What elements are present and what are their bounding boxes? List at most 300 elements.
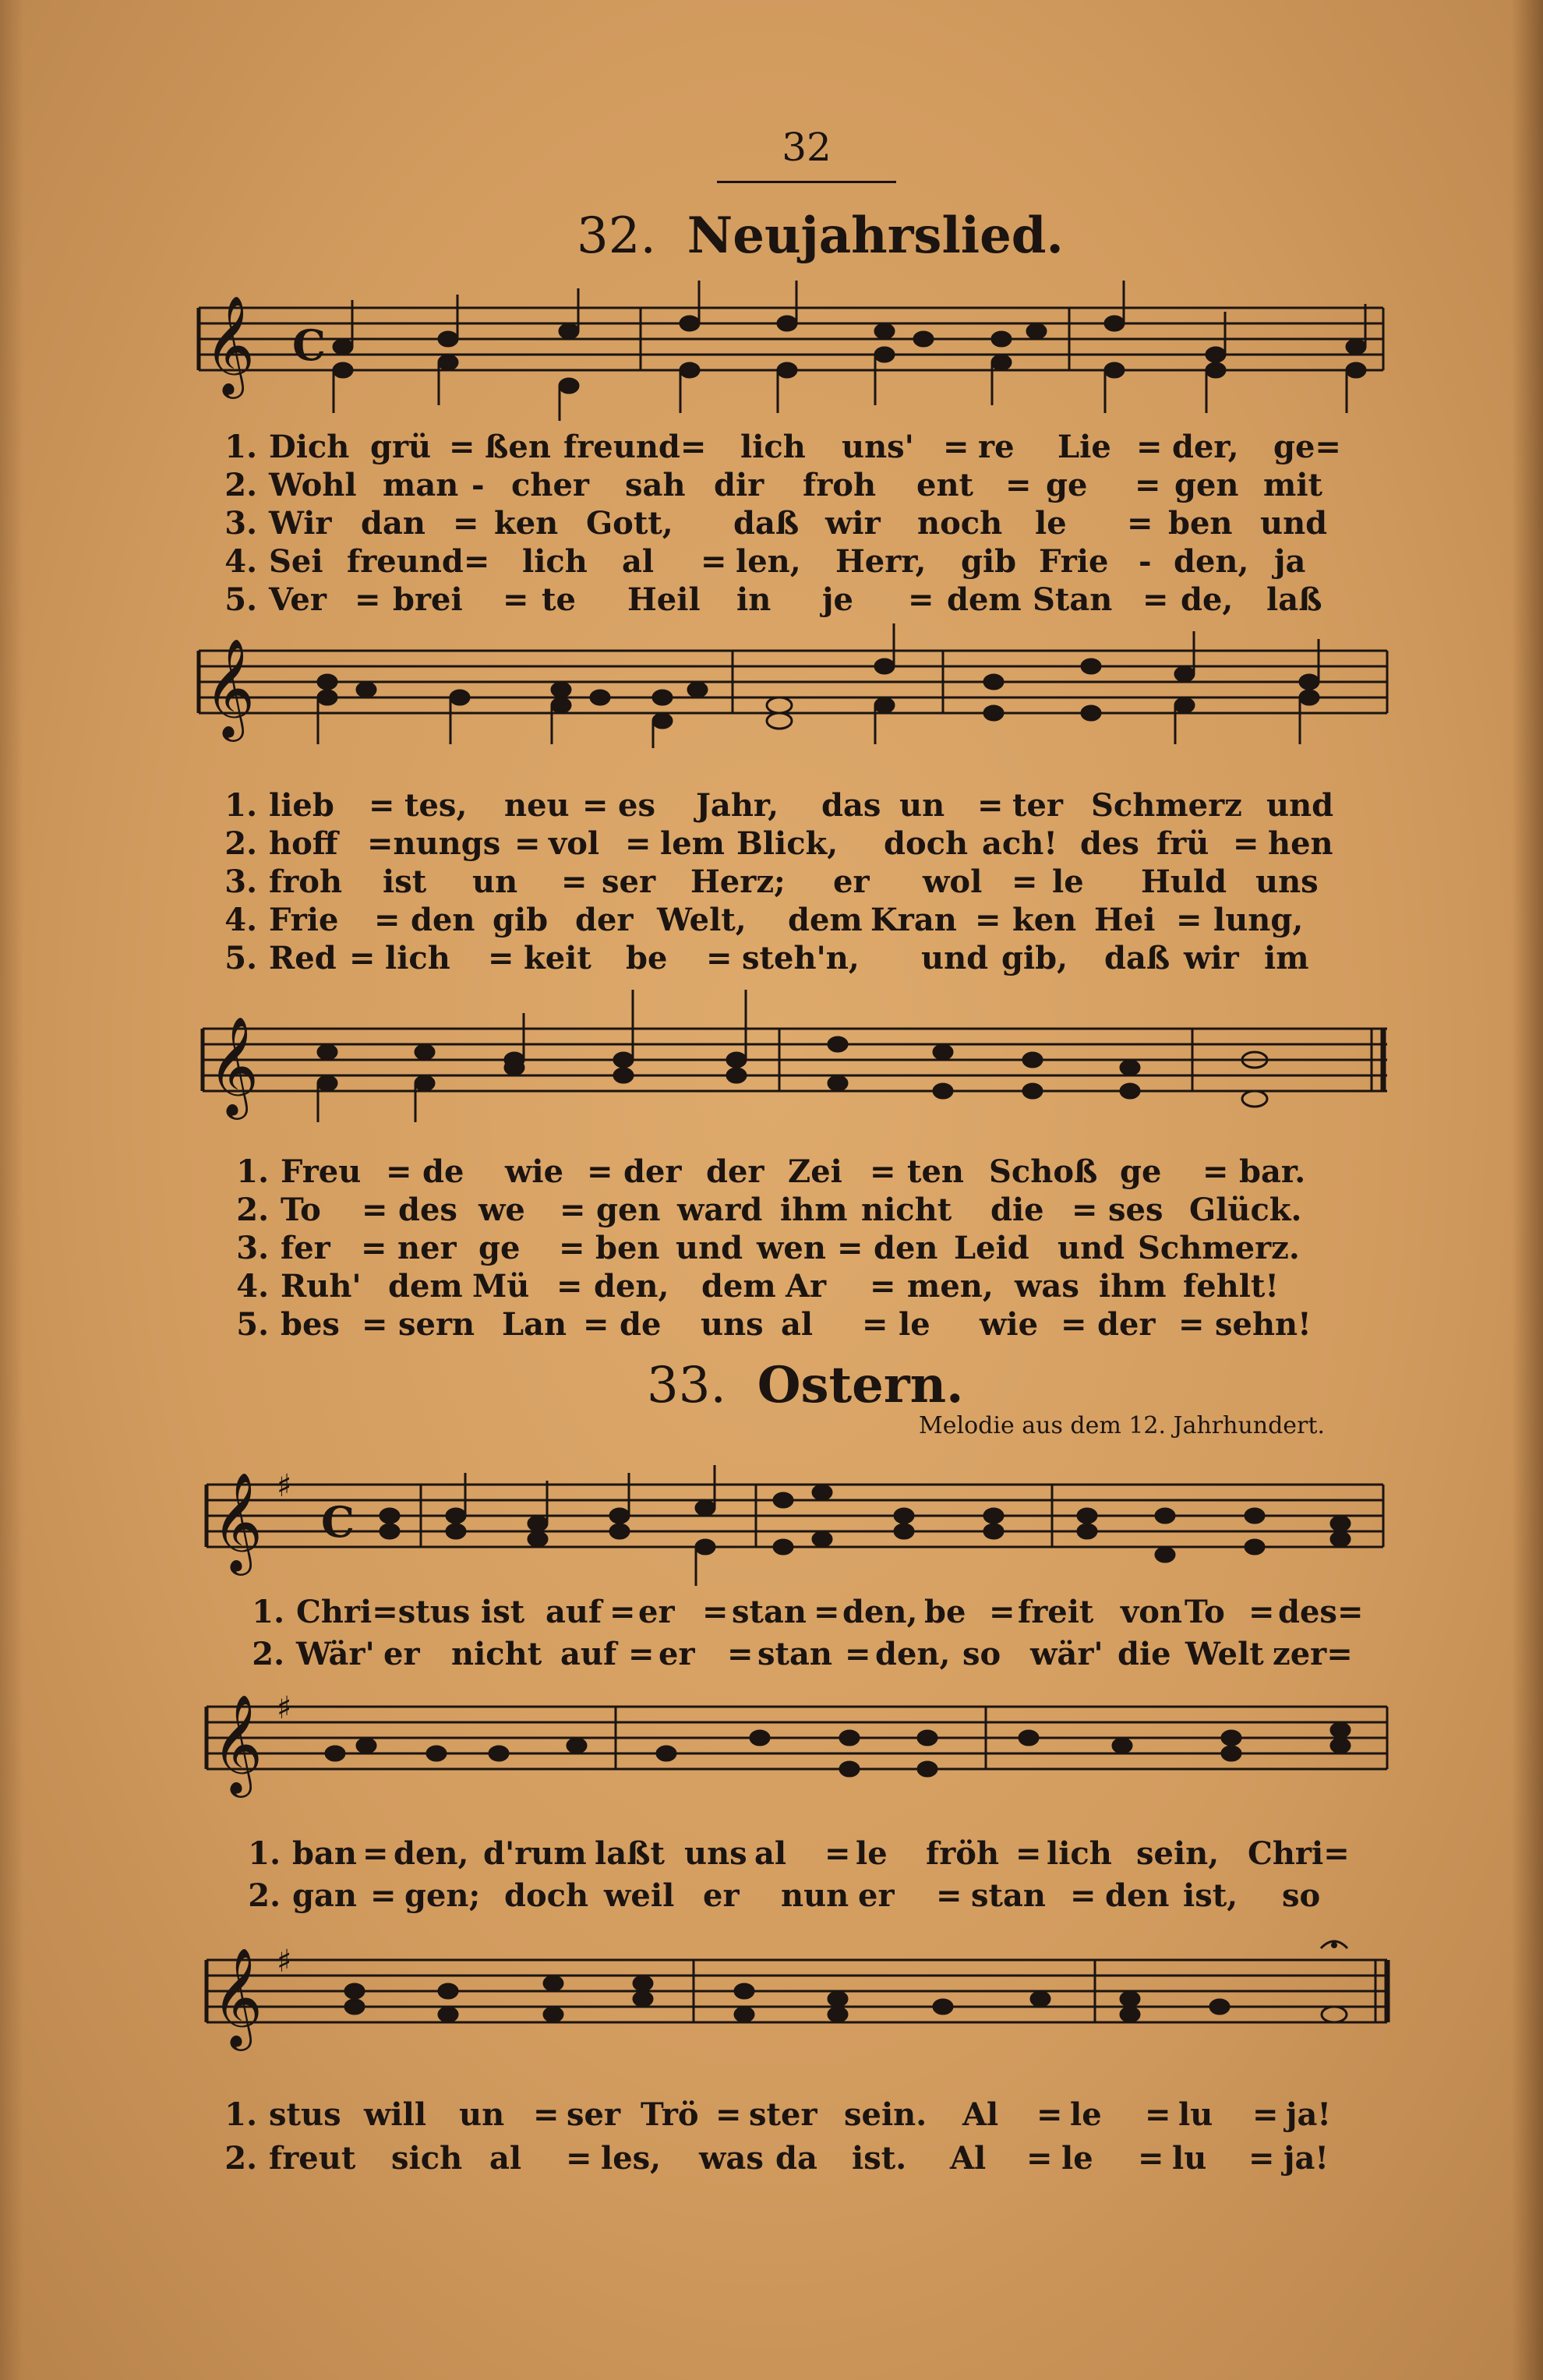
lyric-syllable: man: [383, 467, 459, 503]
verse-number: 3.: [236, 1230, 269, 1266]
verse-number: 5.: [224, 581, 257, 618]
lyric-syllable: le: [856, 1835, 888, 1872]
lyric-syllable: len,: [736, 543, 801, 580]
lyric-syllable: dem: [388, 1268, 463, 1305]
lyric-syllable: der,: [1172, 429, 1239, 465]
svg-text:𝄞: 𝄞: [212, 1693, 263, 1793]
lyric-syllable: cher: [511, 467, 589, 503]
lyric-syllable: be: [924, 1594, 966, 1630]
lyric-syllable: uns': [842, 429, 914, 465]
lyric-syllable: Chri=stus: [296, 1594, 471, 1630]
song-32-staff-1: [0, 284, 1543, 425]
lyric-line: [0, 429, 1543, 466]
song-33-staff-2: [0, 1687, 1543, 1827]
lyric-syllable: Al: [950, 2140, 987, 2177]
lyric-syllable: Blick,: [736, 825, 839, 862]
lyric-syllable: Leid: [954, 1230, 1029, 1266]
lyric-syllable: =: [374, 902, 401, 938]
svg-text:𝄞: 𝄞: [204, 637, 256, 737]
lyric-syllable: ge: [1046, 467, 1088, 503]
lyric-syllable: ser: [567, 2096, 621, 2133]
lyric-syllable: doch: [884, 825, 969, 862]
lyric-syllable: wie: [505, 1153, 564, 1190]
verse-number: 4.: [224, 543, 257, 580]
lyric-syllable: der: [706, 1153, 764, 1190]
lyric-syllable: fröh: [926, 1835, 1000, 1872]
song-33-staff-3: [0, 1933, 1543, 2089]
lyric-syllable: nun: [781, 1877, 849, 1914]
lyric-syllable: ter: [1012, 787, 1063, 824]
lyric-syllable: froh: [803, 467, 877, 503]
lyric-syllable: lieb: [269, 787, 334, 824]
lyric-syllable: Welt: [1185, 1636, 1264, 1672]
lyric-syllable: daß: [733, 505, 800, 542]
lyric-syllable: ge: [478, 1230, 521, 1266]
lyric-syllable: Sei: [269, 543, 323, 580]
lyric-syllable: =: [702, 1594, 729, 1630]
lyric-syllable: Hei: [1094, 902, 1156, 938]
lyric-syllable: der: [623, 1153, 682, 1190]
lyric-syllable: sern: [398, 1306, 475, 1343]
lyric-syllable: =: [1015, 1835, 1042, 1872]
lyric-syllable: Frie: [1039, 543, 1109, 580]
lyric-syllable: er: [638, 1594, 675, 1630]
lyric-syllable: auf: [560, 1636, 617, 1672]
lyric-syllable: fehlt!: [1183, 1268, 1279, 1305]
lyric-syllable: dir: [714, 467, 764, 503]
lyric-line: [0, 1268, 1543, 1305]
lyric-line: [0, 1153, 1543, 1191]
lyric-syllable: gib: [493, 902, 549, 938]
lyric-syllable: weil: [604, 1877, 675, 1914]
verse-number: 2.: [248, 1877, 281, 1914]
page-number-rule: [717, 181, 896, 183]
lyric-syllable: ja!: [1283, 2140, 1329, 2177]
lyric-syllable: Huld: [1141, 863, 1227, 900]
lyric-syllable: ihm: [780, 1192, 848, 1228]
lyric-syllable: stus: [269, 2096, 341, 2133]
lyric-syllable: Wär': [296, 1636, 375, 1672]
lyric-syllable: un: [459, 2096, 505, 2133]
lyric-syllable: Dich: [269, 429, 350, 465]
svg-text:𝄞: 𝄞: [212, 1471, 263, 1571]
lyric-syllable: Trö: [641, 2096, 699, 2133]
lyric-syllable: ihm: [1099, 1268, 1167, 1305]
lyric-syllable: =: [1135, 467, 1161, 503]
lyric-syllable: le: [1052, 863, 1084, 900]
lyric-syllable: was: [699, 2140, 764, 2177]
lyric-syllable: To: [281, 1192, 321, 1228]
lyric-syllable: Al: [962, 2096, 999, 2133]
lyric-syllable: neu: [504, 787, 570, 824]
lyric-syllable: den: [1105, 1877, 1170, 1914]
lyric-syllable: =: [362, 1835, 389, 1872]
lyric-syllable: Ar: [786, 1268, 827, 1305]
lyric-syllable: =: [355, 581, 381, 618]
lyric-syllable: und: [921, 940, 989, 976]
lyric-syllable: nicht: [861, 1192, 952, 1228]
lyric-syllable: we: [478, 1192, 525, 1228]
lyric-syllable: Stan: [1033, 581, 1113, 618]
lyric-syllable: Ruh': [281, 1268, 362, 1305]
lyric-syllable: grü: [370, 429, 432, 465]
lyric-syllable: =: [349, 940, 376, 976]
lyric-syllable: und: [1260, 505, 1328, 542]
lyric-syllable: =: [870, 1268, 896, 1305]
lyric-line: [0, 1192, 1543, 1229]
lyric-syllable: =: [1061, 1306, 1087, 1343]
lyric-syllable: Red: [269, 940, 337, 976]
lyric-syllable: =: [977, 787, 1004, 824]
lyric-syllable: er: [833, 863, 870, 900]
lyric-syllable: =: [369, 787, 395, 824]
lyric-syllable: ist,: [1183, 1877, 1238, 1914]
verse-number: 5.: [236, 1306, 269, 1343]
lyric-syllable: =: [566, 2140, 592, 2177]
lyric-syllable: dem: [701, 1268, 776, 1305]
lyric-syllable: tes,: [404, 787, 468, 824]
lyric-syllable: noch: [917, 505, 1003, 542]
lyric-syllable: =: [583, 1306, 609, 1343]
lyric-syllable: To: [1185, 1594, 1225, 1630]
lyric-line: [0, 543, 1543, 581]
lyric-syllable: gen: [596, 1192, 661, 1228]
lyric-syllable: hen: [1268, 825, 1333, 862]
song-33-number: 33.: [647, 1357, 726, 1414]
lyric-syllable: doch: [504, 1877, 589, 1914]
lyric-syllable: er: [659, 1636, 695, 1672]
lyric-syllable: les,: [601, 2140, 662, 2177]
lyric-syllable: sein,: [1136, 1835, 1220, 1872]
lyric-syllable: =: [1072, 1192, 1098, 1228]
lyric-syllable: den,: [394, 1835, 469, 1872]
lyric-syllable: lich: [740, 429, 806, 465]
lyric-syllable: wie: [980, 1306, 1039, 1343]
lyric-syllable: =: [1026, 2140, 1053, 2177]
lyric-syllable: und: [1266, 787, 1334, 824]
lyric-syllable: =: [1070, 1877, 1096, 1914]
svg-text:𝄞: 𝄞: [208, 1015, 260, 1115]
verse-number: 2.: [224, 825, 257, 862]
lyric-line: [0, 505, 1543, 542]
verse-number: 5.: [224, 940, 257, 976]
lyric-syllable: re: [978, 429, 1015, 465]
lyric-syllable: froh: [269, 863, 343, 900]
lyric-syllable: den,: [1174, 543, 1249, 580]
verse-number: 3.: [224, 863, 257, 900]
lyric-syllable: =: [824, 1835, 851, 1872]
lyric-syllable: steh'n,: [742, 940, 860, 976]
lyric-syllable: =: [936, 1877, 962, 1914]
svg-text:C: C: [321, 1497, 355, 1547]
lyric-syllable: =: [1145, 2096, 1171, 2133]
lyric-syllable: ent: [916, 467, 974, 503]
lyric-syllable: ge=: [1273, 429, 1341, 465]
lyric-syllable: ken: [494, 505, 559, 542]
lyric-syllable: al: [781, 1306, 814, 1343]
lyric-syllable: stan: [732, 1594, 807, 1630]
lyric-syllable: des: [1080, 825, 1139, 862]
lyric-syllable: ben: [595, 1230, 660, 1266]
lyric-syllable: =: [609, 1594, 636, 1630]
lyric-line: [0, 902, 1543, 939]
lyric-syllable: vol: [549, 825, 600, 862]
lyric-syllable: ner: [397, 1230, 457, 1266]
lyric-syllable: =: [560, 1192, 586, 1228]
lyric-syllable: bar.: [1239, 1153, 1306, 1190]
lyric-syllable: Mü: [472, 1268, 530, 1305]
lyric-syllable: so: [962, 1636, 1001, 1672]
lyric-line: [0, 1230, 1543, 1267]
verse-number: 4.: [224, 902, 257, 938]
lyric-syllable: im: [1264, 940, 1309, 976]
lyric-syllable: =: [943, 429, 969, 465]
lyric-syllable: gen;: [404, 1877, 481, 1914]
lyric-syllable: le: [1061, 2140, 1093, 2177]
verse-number: 2.: [224, 467, 257, 503]
lyric-syllable: le: [899, 1306, 930, 1343]
lyric-syllable: die: [1118, 1636, 1171, 1672]
lyric-syllable: sehn!: [1215, 1306, 1312, 1343]
lyric-syllable: laß: [1266, 581, 1322, 618]
lyric-syllable: =: [715, 2096, 742, 2133]
lyric-syllable: =: [870, 1153, 896, 1190]
svg-text:𝄞: 𝄞: [204, 295, 256, 394]
lyric-syllable: =: [1178, 1306, 1205, 1343]
lyric-syllable: Zei: [788, 1153, 842, 1190]
lyric-syllable: ist: [383, 863, 427, 900]
lyric-syllable: Freu: [281, 1153, 362, 1190]
lyric-syllable: lich: [385, 940, 450, 976]
lyric-syllable: -: [471, 467, 485, 503]
lyric-syllable: uns: [1255, 863, 1319, 900]
svg-text:C: C: [292, 320, 326, 370]
lyric-syllable: dan: [361, 505, 425, 542]
song-32-staff-2: [0, 635, 1543, 775]
verse-number: 4.: [236, 1268, 269, 1305]
verse-number: 3.: [224, 505, 257, 542]
lyric-line: [0, 825, 1543, 863]
lyric-line: [0, 2096, 1543, 2134]
lyric-syllable: gen: [1174, 467, 1239, 503]
svg-text:𝄞: 𝄞: [212, 1947, 263, 2046]
lyric-syllable: de: [422, 1153, 464, 1190]
lyric-syllable: freut: [269, 2140, 356, 2177]
verse-number: 1.: [224, 787, 257, 824]
lyric-syllable: =: [582, 787, 609, 824]
lyric-syllable: will: [364, 2096, 427, 2133]
lyric-syllable: wol: [923, 863, 983, 900]
lyric-syllable: sich: [391, 2140, 463, 2177]
lyric-syllable: =: [488, 940, 514, 976]
lyric-syllable: die: [990, 1192, 1044, 1228]
lyric-syllable: =: [362, 1192, 388, 1228]
melody-attribution: Melodie aus dem 12. Jahrhundert.: [919, 1412, 1325, 1439]
lyric-syllable: fer: [281, 1230, 330, 1266]
lyric-syllable: laßt: [595, 1835, 665, 1872]
lyric-syllable: un: [899, 787, 945, 824]
lyric-syllable: gib,: [1001, 940, 1068, 976]
lyric-syllable: le: [1070, 2096, 1102, 2133]
lyric-syllable: =: [370, 1877, 397, 1914]
lyric-syllable: =: [1138, 2140, 1164, 2177]
lyric-line: [0, 787, 1543, 825]
lyric-syllable: de,: [1181, 581, 1234, 618]
lyric-syllable: lu: [1172, 2140, 1207, 2177]
lyric-syllable: de: [620, 1306, 662, 1343]
lyric-syllable: je: [822, 581, 853, 618]
lyric-syllable: frü: [1156, 825, 1209, 862]
lyric-line: [0, 1594, 1543, 1631]
lyric-syllable: ward: [677, 1192, 763, 1228]
lyric-syllable: ach!: [982, 825, 1058, 862]
lyric-syllable: =: [1176, 902, 1202, 938]
lyric-syllable: ßen: [485, 429, 551, 465]
lyric-syllable: Schmerz.: [1138, 1230, 1300, 1266]
lyric-syllable: ist.: [852, 2140, 907, 2177]
lyric-syllable: der: [1097, 1306, 1156, 1343]
lyric-syllable: er: [858, 1877, 895, 1914]
lyric-syllable: be: [626, 940, 668, 976]
lyric-syllable: =: [533, 2096, 560, 2133]
lyric-syllable: ben: [1168, 505, 1233, 542]
lyric-line: [0, 1636, 1543, 1673]
lyric-syllable: der: [575, 902, 634, 938]
lyric-syllable: =: [514, 825, 541, 862]
lyric-syllable: =: [561, 863, 588, 900]
lyric-syllable: ja!: [1286, 2096, 1331, 2133]
lyric-line: [0, 467, 1543, 504]
lyric-syllable: ser: [602, 863, 656, 900]
lyric-syllable: dem: [947, 581, 1022, 618]
lyric-syllable: =: [362, 1306, 388, 1343]
lyric-syllable: al: [489, 2140, 522, 2177]
lyric-syllable: Heil: [627, 581, 701, 618]
lyric-syllable: =: [587, 1153, 613, 1190]
lyric-line: [0, 863, 1543, 901]
lyric-syllable: den,: [875, 1636, 951, 1672]
lyric-syllable: er: [383, 1636, 420, 1672]
lyric-syllable: Welt,: [657, 902, 747, 938]
verse-number: 1.: [236, 1153, 269, 1190]
lyric-syllable: wär': [1030, 1636, 1103, 1672]
lyric-syllable: so: [1282, 1877, 1321, 1914]
lyric-syllable: sah: [625, 467, 686, 503]
lyric-syllable: Schmerz: [1091, 787, 1242, 824]
lyric-line: [0, 1306, 1543, 1344]
svg-text:♯: ♯: [277, 1690, 292, 1726]
lyric-syllable: =: [1012, 863, 1038, 900]
lyric-syllable: gan: [292, 1877, 357, 1914]
song-32-title: Neujahrslied.: [687, 207, 1064, 265]
lyric-syllable: ja: [1274, 543, 1306, 580]
lyric-syllable: =: [706, 940, 733, 976]
lyric-syllable: Glück.: [1189, 1192, 1302, 1228]
song-33-heading: [647, 1356, 963, 1414]
lyric-syllable: den,: [842, 1594, 918, 1630]
lyric-syllable: freund=: [563, 429, 707, 465]
lyric-syllable: stan: [757, 1636, 832, 1672]
lyric-syllable: =: [837, 1230, 863, 1266]
lyric-syllable: nicht: [451, 1636, 542, 1672]
lyric-syllable: hoff: [269, 825, 338, 862]
lyric-syllable: Jahr,: [696, 787, 779, 824]
lyric-syllable: =: [559, 1230, 585, 1266]
lyric-syllable: ses: [1108, 1192, 1163, 1228]
lyric-syllable: ken: [1012, 902, 1077, 938]
lyric-syllable: men,: [907, 1268, 994, 1305]
lyric-syllable: =: [503, 581, 529, 618]
lyric-syllable: =: [727, 1636, 754, 1672]
verse-number: 2.: [236, 1192, 269, 1228]
lyric-syllable: Chri=: [1248, 1835, 1350, 1872]
lyric-syllable: =: [845, 1636, 871, 1672]
lyric-syllable: freit: [1018, 1594, 1094, 1630]
verse-number: 1.: [224, 2096, 257, 2133]
lyric-syllable: stan: [971, 1877, 1046, 1914]
lyric-syllable: und: [1058, 1230, 1125, 1266]
lyric-syllable: te: [542, 581, 576, 618]
svg-text:♯: ♯: [277, 1944, 292, 1979]
lyric-syllable: das: [821, 787, 881, 824]
lyric-syllable: es: [618, 787, 655, 824]
lyric-syllable: Gott,: [586, 505, 673, 542]
lyric-syllable: ist: [481, 1594, 525, 1630]
lyric-syllable: =: [1142, 581, 1169, 618]
lyric-syllable: =nungs: [367, 825, 501, 862]
lyric-line: [0, 2140, 1543, 2177]
lyric-syllable: =: [1233, 825, 1259, 862]
lyric-syllable: =: [1248, 2140, 1275, 2177]
verse-number: 2.: [224, 2140, 257, 2177]
lyric-syllable: =: [975, 902, 1001, 938]
song-33-staff-1: [0, 1465, 1543, 1605]
lyric-syllable: d'rum: [483, 1835, 587, 1872]
lyric-syllable: =: [989, 1594, 1015, 1630]
lyric-syllable: -: [1139, 543, 1152, 580]
lyric-syllable: er: [703, 1877, 740, 1914]
lyric-syllable: uns: [684, 1835, 747, 1872]
lyric-syllable: mit: [1263, 467, 1322, 503]
lyric-line: [0, 1877, 1543, 1915]
lyric-syllable: in: [736, 581, 772, 618]
lyric-syllable: =: [1036, 2096, 1063, 2133]
lyric-syllable: Ver: [269, 581, 327, 618]
lyric-syllable: was: [1015, 1268, 1079, 1305]
lyric-syllable: lich: [522, 543, 588, 580]
lyric-syllable: daß: [1104, 940, 1170, 976]
lyric-syllable: =: [1127, 505, 1153, 542]
lyric-syllable: Herz;: [690, 863, 786, 900]
lyric-syllable: =: [862, 1306, 888, 1343]
lyric-line: [0, 581, 1543, 619]
lyric-syllable: lu: [1178, 2096, 1213, 2133]
lyric-syllable: le: [1035, 505, 1067, 542]
lyric-syllable: =: [1248, 1594, 1275, 1630]
lyric-syllable: sein.: [844, 2096, 927, 2133]
lyric-syllable: ster: [749, 2096, 817, 2133]
song-32-number: 32.: [577, 207, 656, 265]
song-32-heading: [577, 207, 1064, 265]
lyric-line: [0, 1835, 1543, 1873]
lyric-syllable: Wohl: [269, 467, 357, 503]
lyric-syllable: ge: [1120, 1153, 1162, 1190]
lyric-syllable: wen: [757, 1230, 826, 1266]
lyric-line: [0, 940, 1543, 977]
lyric-syllable: ban: [292, 1835, 357, 1872]
lyric-syllable: brei: [393, 581, 463, 618]
lyric-syllable: ten: [907, 1153, 965, 1190]
